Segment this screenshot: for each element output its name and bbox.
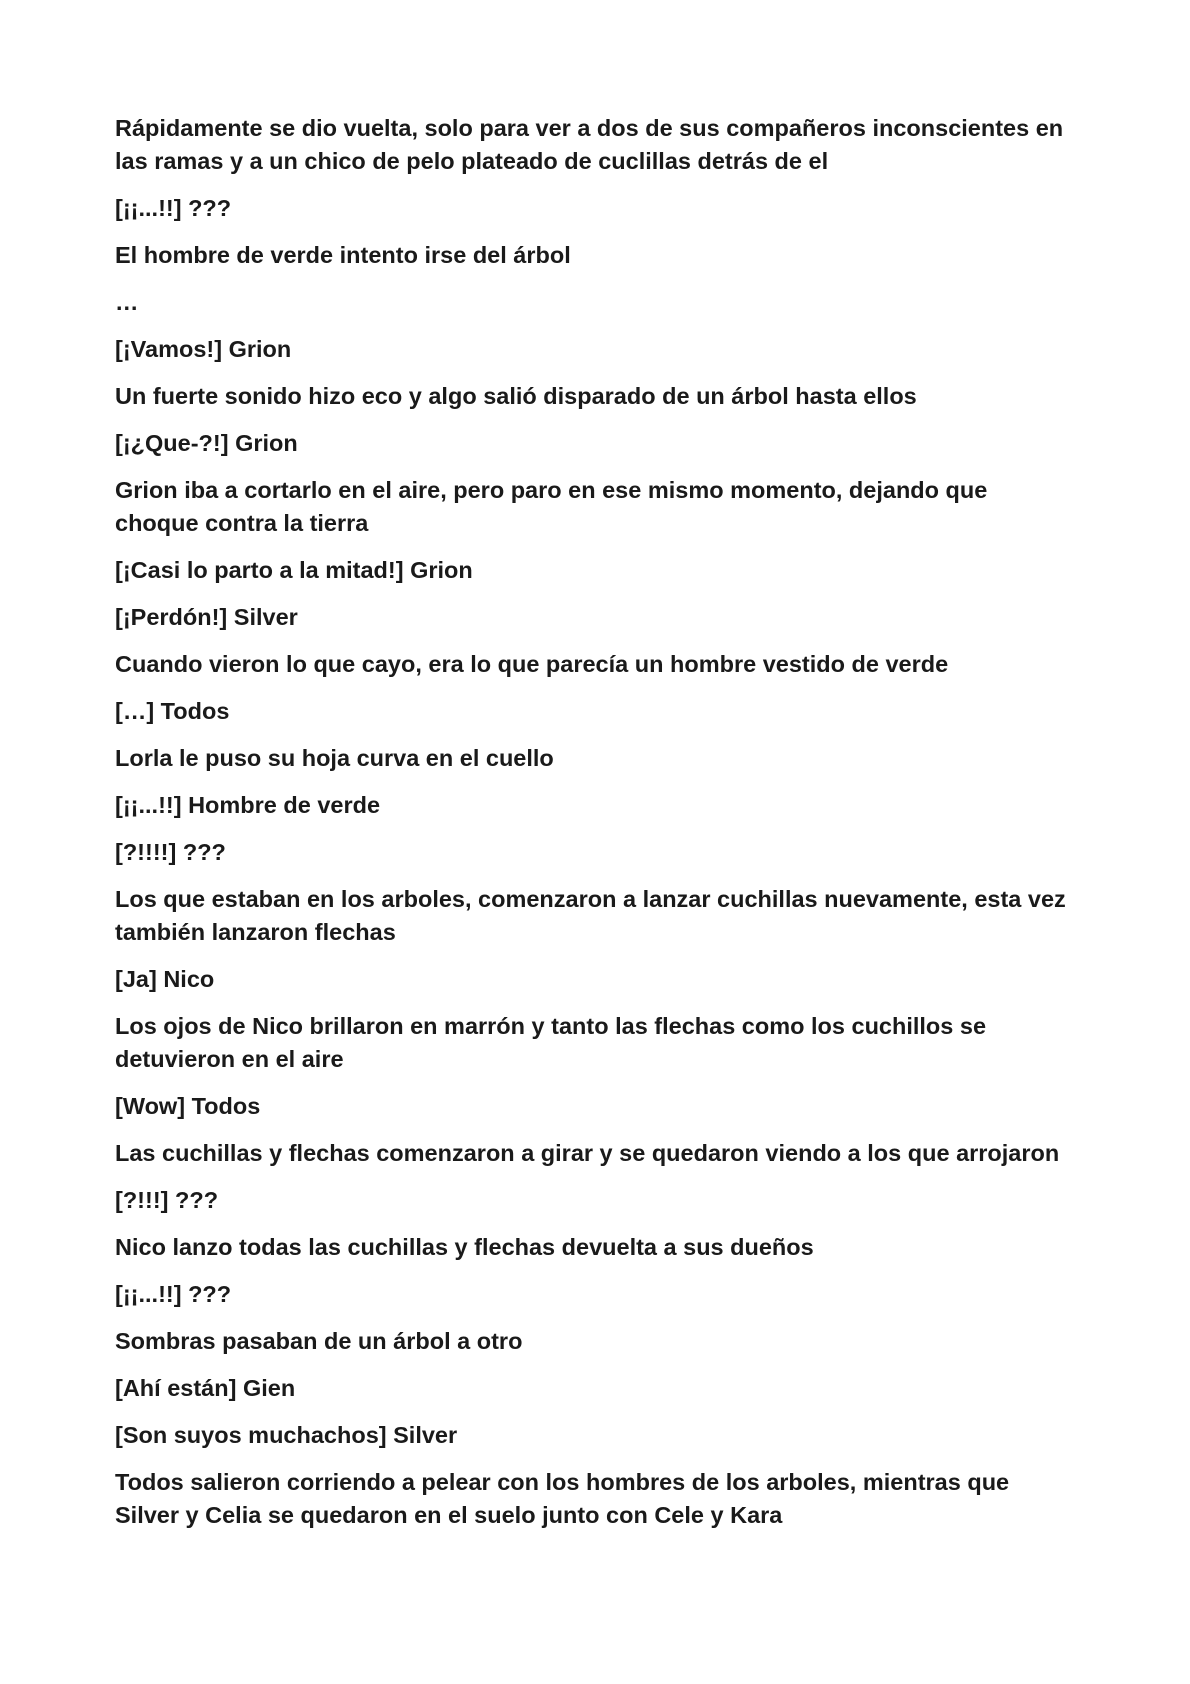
paragraph: Sombras pasaban de un árbol a otro [115,1328,523,1354]
paragraph: [¡Vamos!] Grion [115,336,292,362]
paragraph: Cuando vieron lo que cayo, era lo que parecía un hombre vestido de verde [115,651,949,677]
paragraph: Los ojos de Nico brillaron en marrón y tanto las flechas como los cuchillos se detuvieron en el aire [115,1013,987,1072]
paragraph: [¡¡...!!] ??? [115,1281,232,1307]
paragraph: [Ja] Nico [115,966,215,992]
paragraph: … [115,289,139,315]
paragraph: Nico lanzo todas las cuchillas y flechas devuelta a sus dueños [115,1234,814,1260]
paragraph: Los que estaban en los arboles, comenzaron a lanzar cuchillas nuevamente, esta vez también lanzaron flechas [115,886,1066,945]
paragraph: [Son suyos muchachos] Silver [115,1422,458,1448]
paragraph: [Wow] Todos [115,1093,261,1119]
paragraph: [¡¡...!!] Hombre de verde [115,792,381,818]
paragraph: Las cuchillas y flechas comenzaron a girar y se quedaron viendo a los que arrojaron [115,1140,1060,1166]
paragraph: [¡¿Que-?!] Grion [115,430,298,456]
paragraph: Rápidamente se dio vuelta, solo para ver a dos de sus compañeros inconscientes en las ramas y a un chico de pelo plateado de cuclillas detrás de el [115,115,1064,174]
paragraph: Grion iba a cortarlo en el aire, pero paro en ese mismo momento, dejando que choque contra la tierra [115,477,988,536]
paragraph: [Ahí están] Gien [115,1375,296,1401]
paragraph: [¡Casi lo parto a la mitad!] Grion [115,557,473,583]
paragraph: […] Todos [115,698,230,724]
paragraph: [¡¡...!!] ??? [115,195,232,221]
paragraph: Todos salieron corriendo a pelear con los hombres de los arboles, mientras que Silver y Celia se quedaron en el suelo junto con Cele y Kara [115,1469,1010,1528]
paragraph: Un fuerte sonido hizo eco y algo salió disparado de un árbol hasta ellos [115,383,917,409]
paragraph: [?!!!!] ??? [115,839,226,865]
paragraph: Lorla le puso su hoja curva en el cuello [115,745,554,771]
paragraph: El hombre de verde intento irse del árbol [115,242,571,268]
paragraph: [?!!!] ??? [115,1187,219,1213]
paragraph: [¡Perdón!] Silver [115,604,298,630]
